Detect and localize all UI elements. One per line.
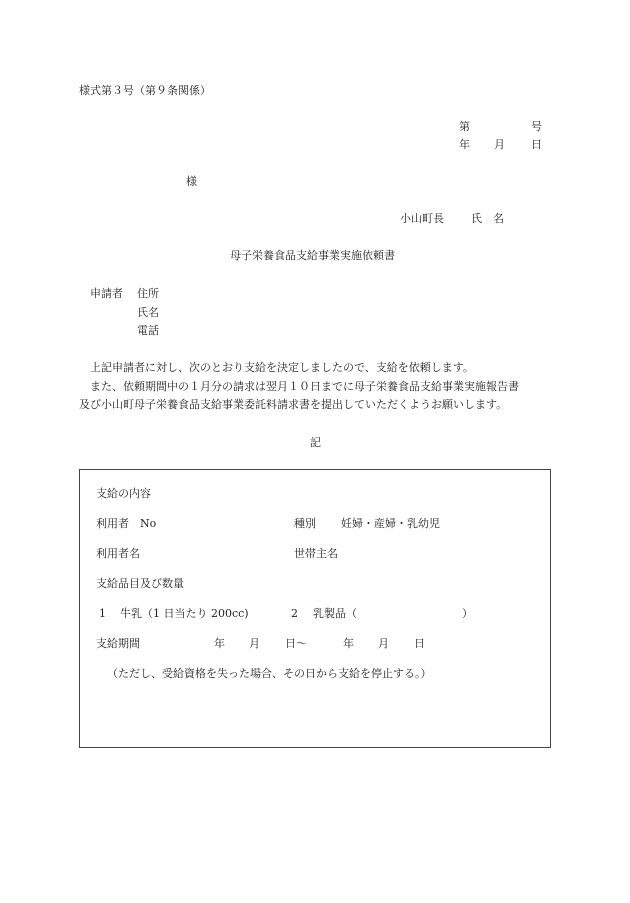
stop-note: （ただし、受給資格を失った場合、その日から支給を停止する。） bbox=[107, 667, 432, 680]
form-label: 様式第３号（第９条関係） bbox=[79, 84, 211, 97]
ki-heading: 記 bbox=[310, 436, 321, 449]
period-start-month: 月 bbox=[249, 637, 260, 650]
type-label: 種別 bbox=[294, 517, 316, 530]
doc-number-suffix: 号 bbox=[531, 120, 542, 133]
item-2-close-paren: ） bbox=[462, 607, 473, 620]
body-line-2: また、依頼期間中の１月分の請求は翌月１０日までに母子栄養食品支給事業実施報告書 bbox=[90, 380, 519, 393]
period-start-year: 年 bbox=[214, 637, 225, 650]
body-line-1: 上記申請者に対し、次のとおり支給を決定しましたので、支給を依頼します。 bbox=[90, 361, 474, 374]
applicant-phone-label: 電話 bbox=[137, 324, 159, 337]
period-end-day: 日 bbox=[414, 637, 425, 650]
addressee-suffix: 様 bbox=[186, 175, 197, 188]
sender-name-label: 氏 名 bbox=[471, 212, 504, 225]
date-year: 年 bbox=[459, 138, 470, 151]
applicant-label: 申請者 bbox=[90, 287, 123, 300]
period-end-month: 月 bbox=[378, 637, 389, 650]
item-2-number: 2 bbox=[291, 607, 298, 620]
date-month: 月 bbox=[494, 138, 505, 151]
item-1-number: 1 bbox=[99, 607, 106, 620]
user-name-label: 利用者名 bbox=[96, 547, 140, 560]
sender-title: 小山町長 bbox=[400, 212, 444, 225]
period-label: 支給期間 bbox=[96, 637, 140, 650]
type-options: 妊婦・産婦・乳幼児 bbox=[341, 517, 440, 530]
details-heading: 支給の内容 bbox=[96, 487, 151, 500]
user-number-label: 利用者 No bbox=[96, 517, 157, 530]
body-line-3: 及び小山町母子栄養食品支給事業委託料請求書を提出していただくようお願いします。 bbox=[79, 398, 508, 411]
period-end-year: 年 bbox=[343, 637, 354, 650]
date-day: 日 bbox=[531, 138, 542, 151]
period-start-day: 日〜 bbox=[285, 637, 307, 650]
items-label: 支給品目及び数量 bbox=[96, 577, 184, 590]
applicant-name-label: 氏名 bbox=[137, 306, 159, 319]
document-title: 母子栄養食品支給事業実施依頼書 bbox=[230, 249, 395, 262]
item-1-milk: 牛乳（1 日当たり 200cc) bbox=[120, 607, 249, 620]
household-head-label: 世帯主名 bbox=[294, 547, 338, 560]
applicant-address-label: 住所 bbox=[137, 287, 159, 300]
item-2-dairy: 乳製品（ bbox=[313, 607, 357, 620]
doc-number-prefix: 第 bbox=[459, 120, 470, 133]
